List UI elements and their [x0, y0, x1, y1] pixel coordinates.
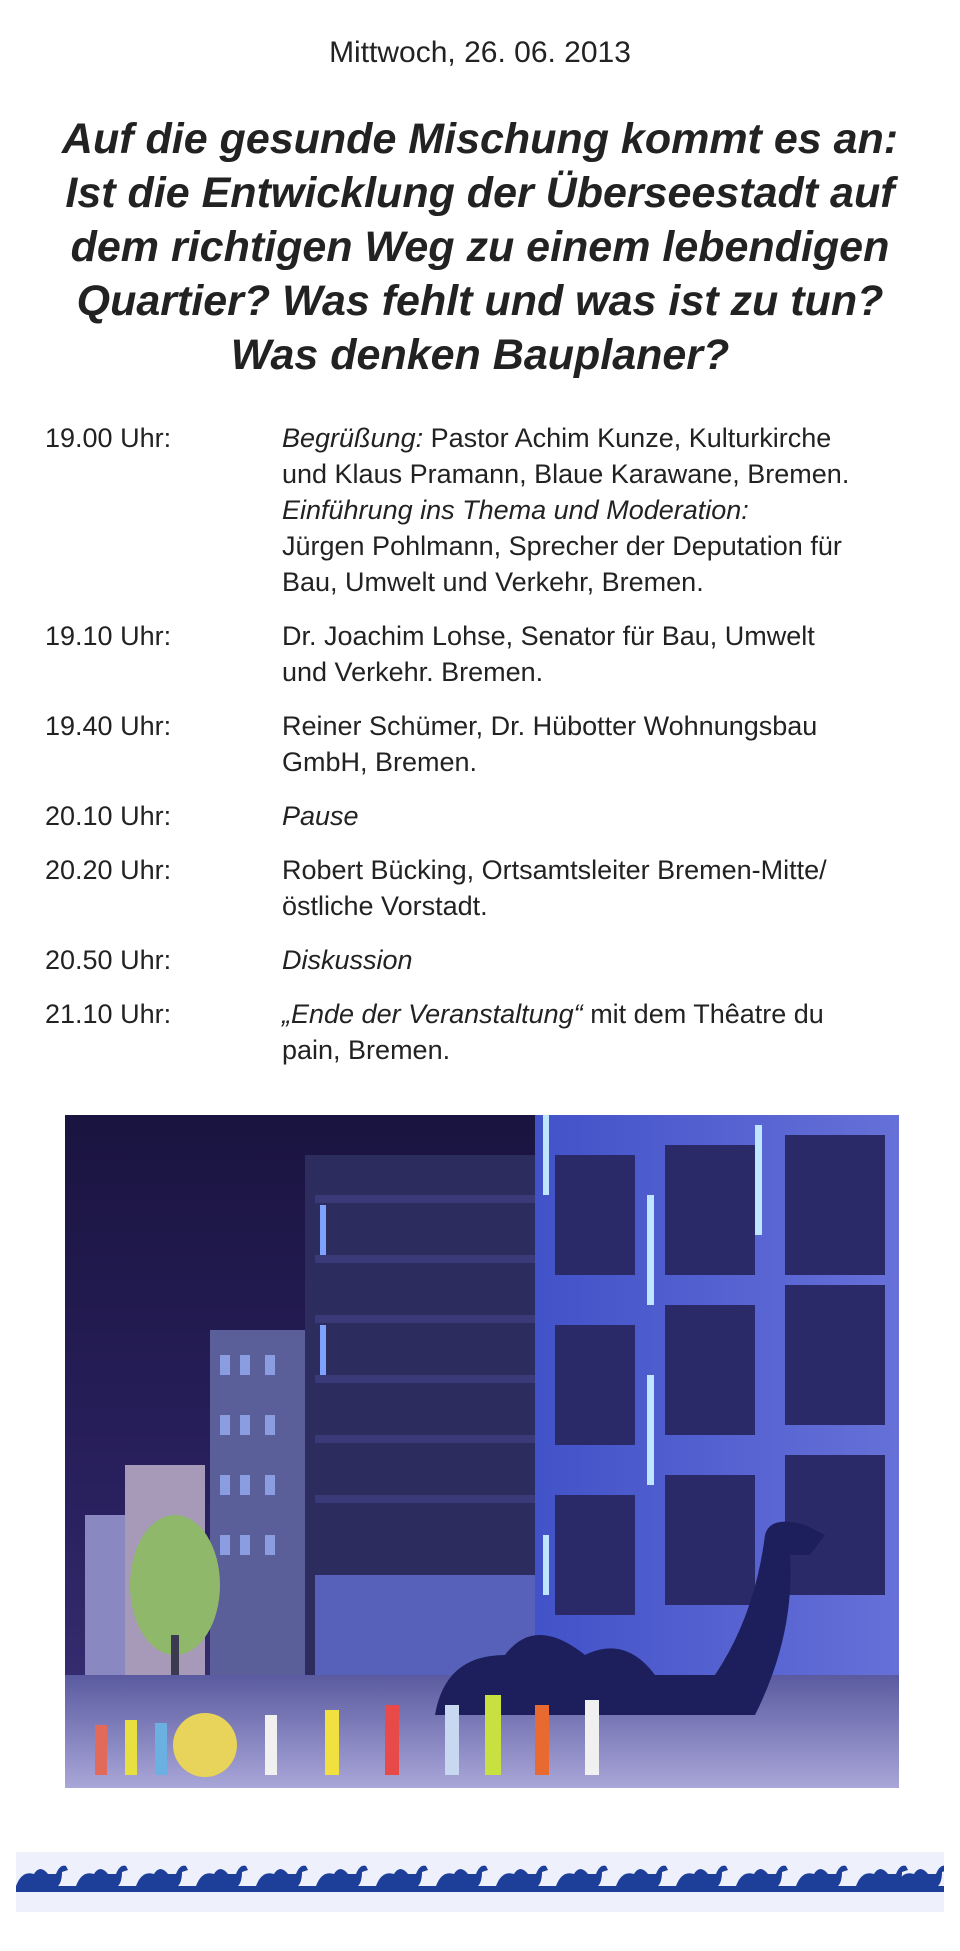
- camel-caravan-band: [16, 1852, 944, 1912]
- agenda-italic-text: Pause: [282, 801, 359, 831]
- agenda-text: Robert Bücking, Ortsamtsleiter Bremen-Mitte/: [282, 855, 827, 885]
- night-street-with-camel-photo: [65, 1115, 899, 1788]
- agenda-italic-text: „Ende der Veranstaltung“: [282, 999, 583, 1029]
- agenda-time: 21.10 Uhr:: [45, 999, 172, 1029]
- agenda-text: Dr. Joachim Lohse, Senator für Bau, Umwelt: [282, 621, 815, 651]
- agenda-text: Pastor Achim Kunze, Kulturkirche: [423, 423, 832, 453]
- agenda-item: [45, 798, 925, 834]
- agenda-description: [282, 618, 925, 690]
- headline-line: Ist die Entwicklung der Überseestadt auf: [65, 169, 895, 217]
- event-date: Mittwoch, 26. 06. 2013: [329, 36, 631, 69]
- agenda-item: [45, 942, 925, 978]
- agenda-description: [282, 996, 925, 1068]
- headline-line: Was denken Bauplaner?: [230, 331, 730, 379]
- agenda-italic-text: Einführung ins Thema und Moderation:: [282, 495, 749, 525]
- agenda-italic-text: Begrüßung:: [282, 423, 424, 453]
- agenda-time: 19.00 Uhr:: [45, 423, 172, 453]
- agenda-text: pain, Bremen.: [282, 1035, 451, 1065]
- agenda-time: 20.20 Uhr:: [45, 855, 172, 885]
- agenda-item: [45, 852, 925, 924]
- agenda-description: [282, 852, 925, 924]
- agenda-text: mit dem Thêatre du: [582, 999, 824, 1029]
- agenda-item: [45, 708, 925, 780]
- headline: [30, 112, 930, 382]
- agenda-description: [282, 942, 925, 978]
- agenda-item: [45, 420, 925, 600]
- agenda-description: [282, 798, 925, 834]
- agenda-text: Bau, Umwelt und Verkehr, Bremen.: [282, 567, 704, 597]
- agenda-text: Jürgen Pohlmann, Sprecher der Deputation für: [282, 531, 842, 561]
- agenda-item: [45, 618, 925, 690]
- agenda-text: und Verkehr. Bremen.: [282, 657, 544, 687]
- agenda-description: [282, 708, 925, 780]
- agenda-item: [45, 996, 925, 1068]
- agenda-italic-text: Diskussion: [282, 945, 413, 975]
- agenda-text: und Klaus Pramann, Blaue Karawane, Bremen.: [282, 459, 850, 489]
- agenda-time: 20.10 Uhr:: [45, 801, 172, 831]
- agenda-description: [282, 420, 925, 600]
- agenda-time: 19.10 Uhr:: [45, 621, 172, 651]
- agenda-time: 20.50 Uhr:: [45, 945, 172, 975]
- agenda-text: östliche Vorstadt.: [282, 891, 488, 921]
- headline-line: Quartier? Was fehlt und was ist zu tun?: [76, 277, 884, 325]
- agenda-time: 19.40 Uhr:: [45, 711, 172, 741]
- agenda: [45, 420, 925, 1086]
- headline-line: dem richtigen Weg zu einem lebendigen: [70, 223, 890, 271]
- agenda-text: GmbH, Bremen.: [282, 747, 478, 777]
- agenda-text: Reiner Schümer, Dr. Hübotter Wohnungsbau: [282, 711, 818, 741]
- headline-line: Auf die gesunde Mischung kommt es an:: [61, 115, 899, 163]
